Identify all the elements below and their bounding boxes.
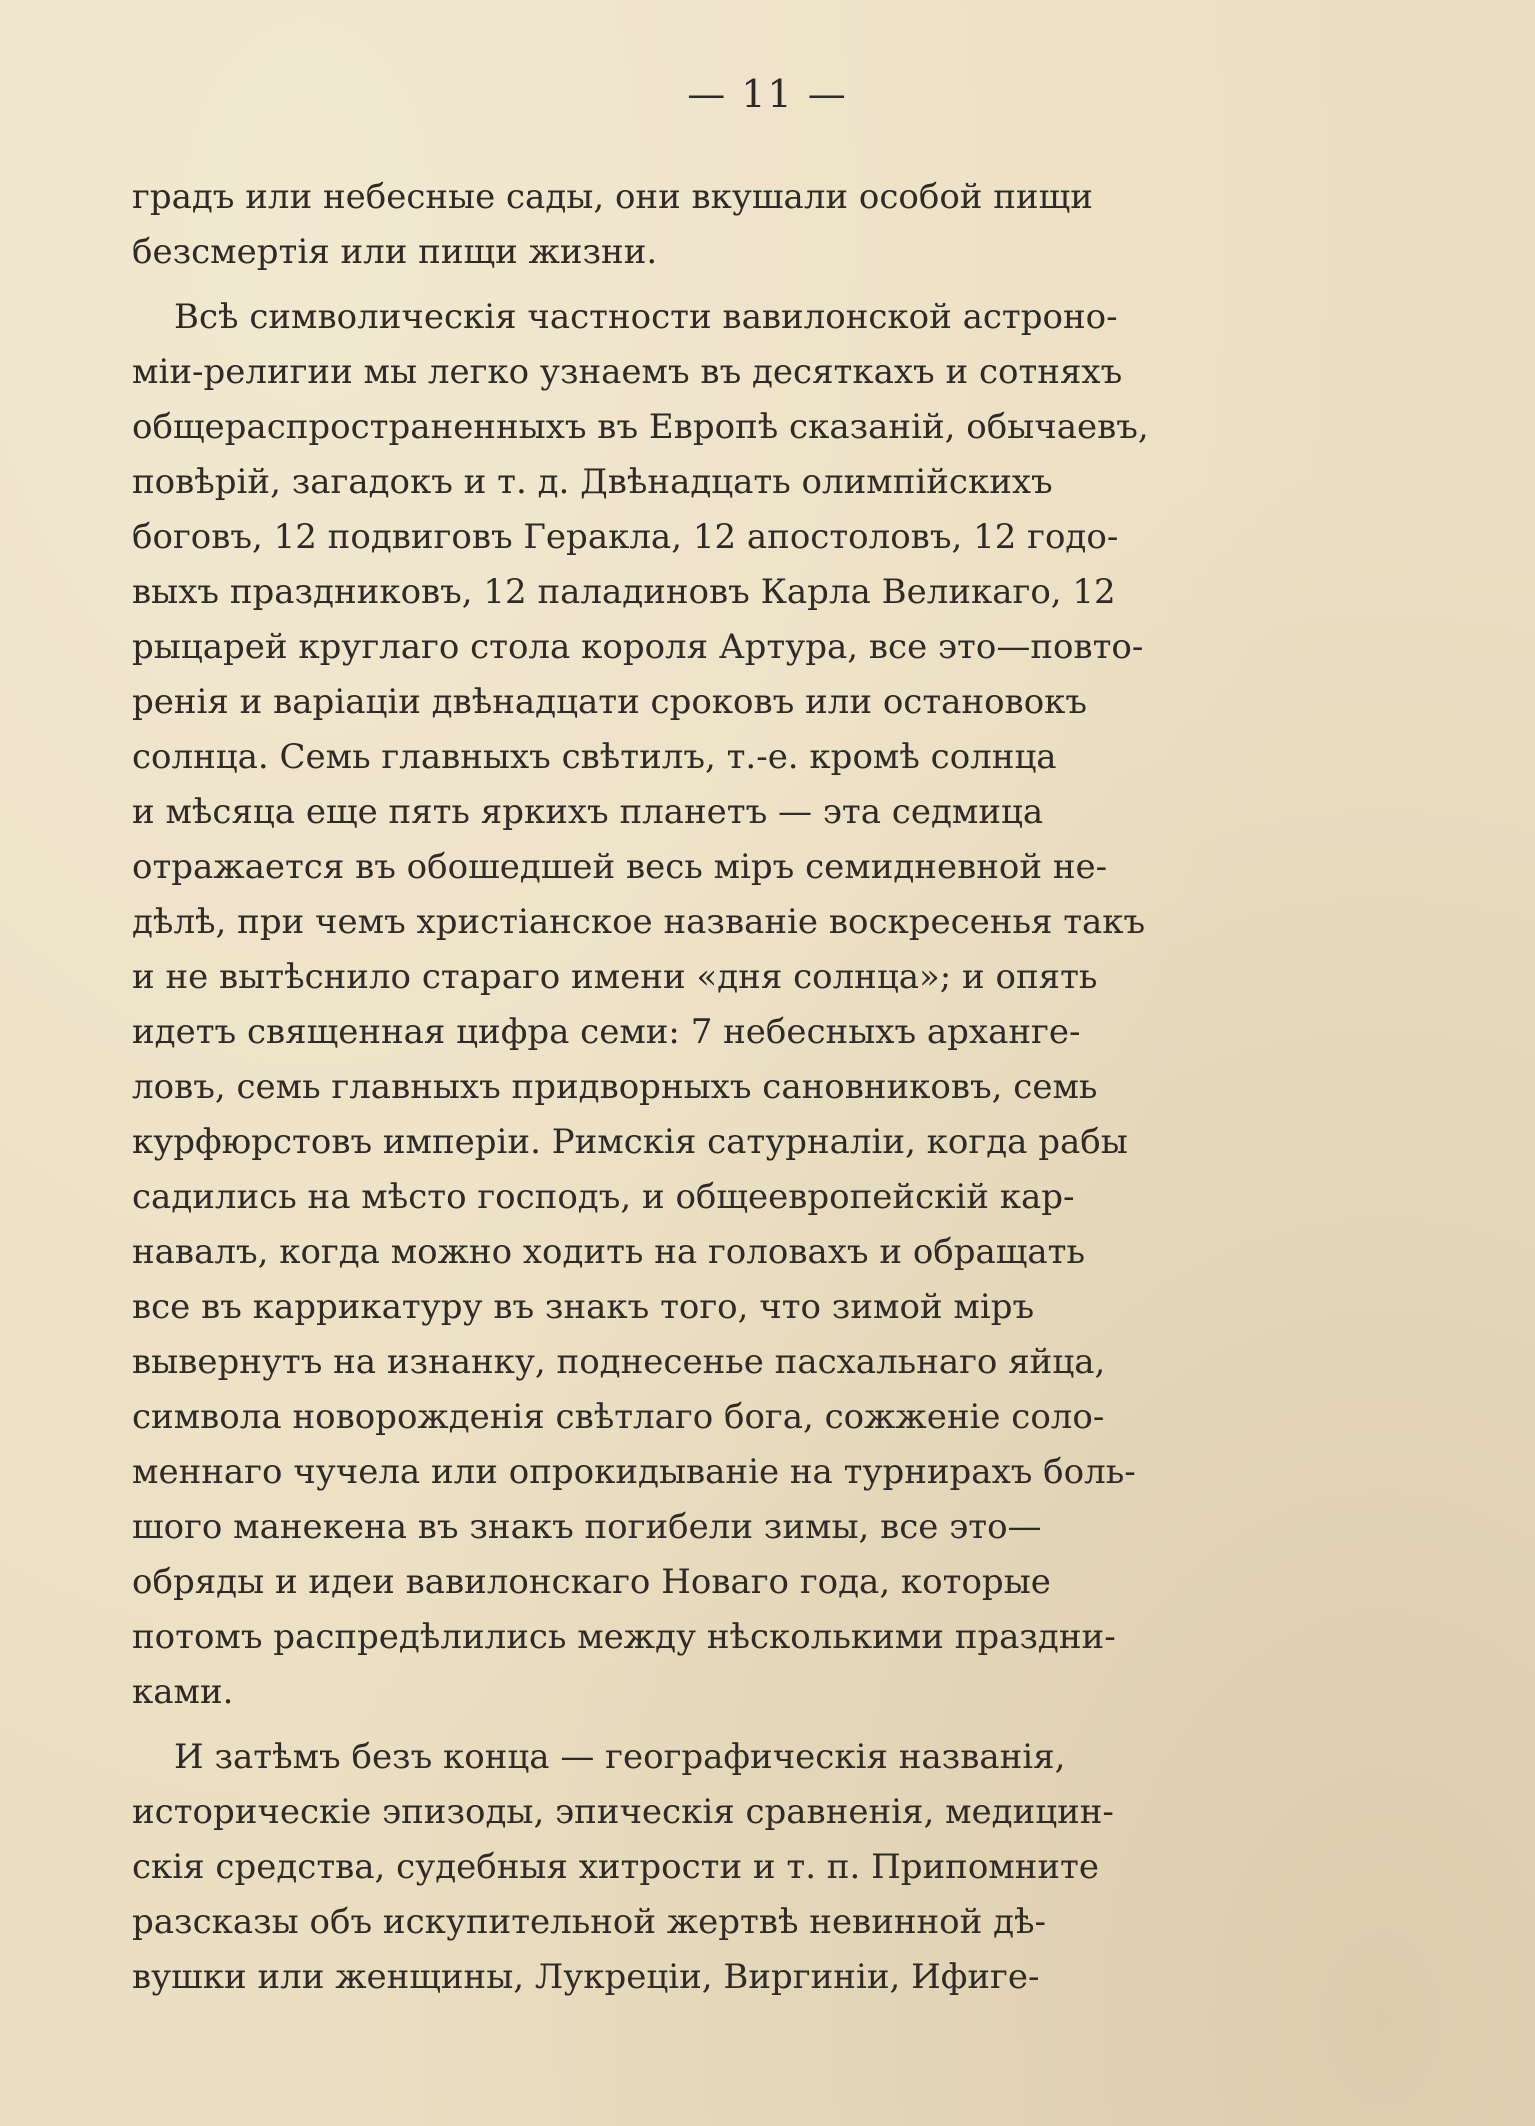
text-line: вывернутъ на изнанку, поднесенье пасхальнаго яйца,	[132, 1342, 1106, 1382]
text-line: и не вытѣснило стараго имени «дня солнца»; и опять	[132, 957, 1098, 997]
paragraph-start-line: И затѣмъ безъ конца — географическія названія,	[174, 1737, 1066, 1777]
text-line: безсмертія или пищи жизни.	[132, 232, 658, 272]
text-line: обряды и идеи вавилонскаго Новаго года, которые	[132, 1562, 1051, 1602]
text-line: отражается въ обошедшей весь міръ семидневной не-	[132, 847, 1108, 887]
page-number: — 11 —	[687, 72, 848, 116]
text-line: скія средства, судебныя хитрости и т. п. Припомните	[132, 1847, 1099, 1887]
text-line: ками.	[132, 1672, 234, 1712]
text-line: навалъ, когда можно ходить на головахъ и обращать	[132, 1232, 1085, 1272]
text-line: рыцарей круглаго стола короля Артура, все это—повто-	[132, 627, 1144, 667]
text-line: міи-религии мы легко узнаемъ въ десяткахъ и сотняхъ	[132, 352, 1123, 392]
text-line: вушки или женщины, Лукреціи, Виргиніи, Ифиге-	[132, 1957, 1040, 1997]
text-line: курфюрстовъ имперіи. Римскія сатурналіи, когда рабы	[132, 1122, 1128, 1162]
text-line: боговъ, 12 подвиговъ Геракла, 12 апостоловъ, 12 годо-	[132, 517, 1119, 557]
text-line: дѣлѣ, при чемъ христіанское названіе воскресенья такъ	[132, 902, 1146, 942]
text-line: солнца. Семь главныхъ свѣтилъ, т.-е. кромѣ солнца	[132, 737, 1057, 777]
text-line: и мѣсяца еще пять яркихъ планетъ — эта седмица	[132, 792, 1044, 832]
text-line: шого манекена въ знакъ погибели зимы, все это—	[132, 1507, 1042, 1547]
text-line: символа новорожденія свѣтлаго бога, сожженіе соло-	[132, 1397, 1105, 1437]
text-line: историческіе эпизоды, эпическія сравненія, медицин-	[132, 1792, 1114, 1832]
paragraph-start-line: Всѣ символическія частности вавилонской астроно-	[174, 297, 1118, 337]
text-line: градъ или небесные сады, они вкушали особой пищи	[132, 177, 1093, 217]
body-text	[132, 170, 1332, 2005]
text-line: ренія и варіацiи двѣнадцати сроковъ или остановокъ	[132, 682, 1088, 722]
text-line: все въ каррикатуру въ знакъ того, что зимой міръ	[132, 1287, 1035, 1327]
text-line: общераспространенныхъ въ Европѣ сказаній, обычаевъ,	[132, 407, 1149, 447]
text-line: идетъ священная цифра семи: 7 небесныхъ арханге-	[132, 1012, 1081, 1052]
text-line: меннаго чучела или опрокидываніе на турнирахъ боль-	[132, 1452, 1136, 1492]
text-line: выхъ праздниковъ, 12 паладиновъ Карла Великаго, 12	[132, 572, 1116, 612]
text-line: потомъ распредѣлились между нѣсколькими праздни-	[132, 1617, 1116, 1657]
text-line: садились на мѣсто господъ, и общеевропейскій кар-	[132, 1177, 1075, 1217]
text-line: разсказы объ искупительной жертвѣ невинной дѣ-	[132, 1902, 1047, 1942]
text-line: ловъ, семь главныхъ придворныхъ сановниковъ, семь	[132, 1067, 1098, 1107]
text-line: повѣрій, загадокъ и т. д. Двѣнадцать олимпійскихъ	[132, 462, 1053, 502]
